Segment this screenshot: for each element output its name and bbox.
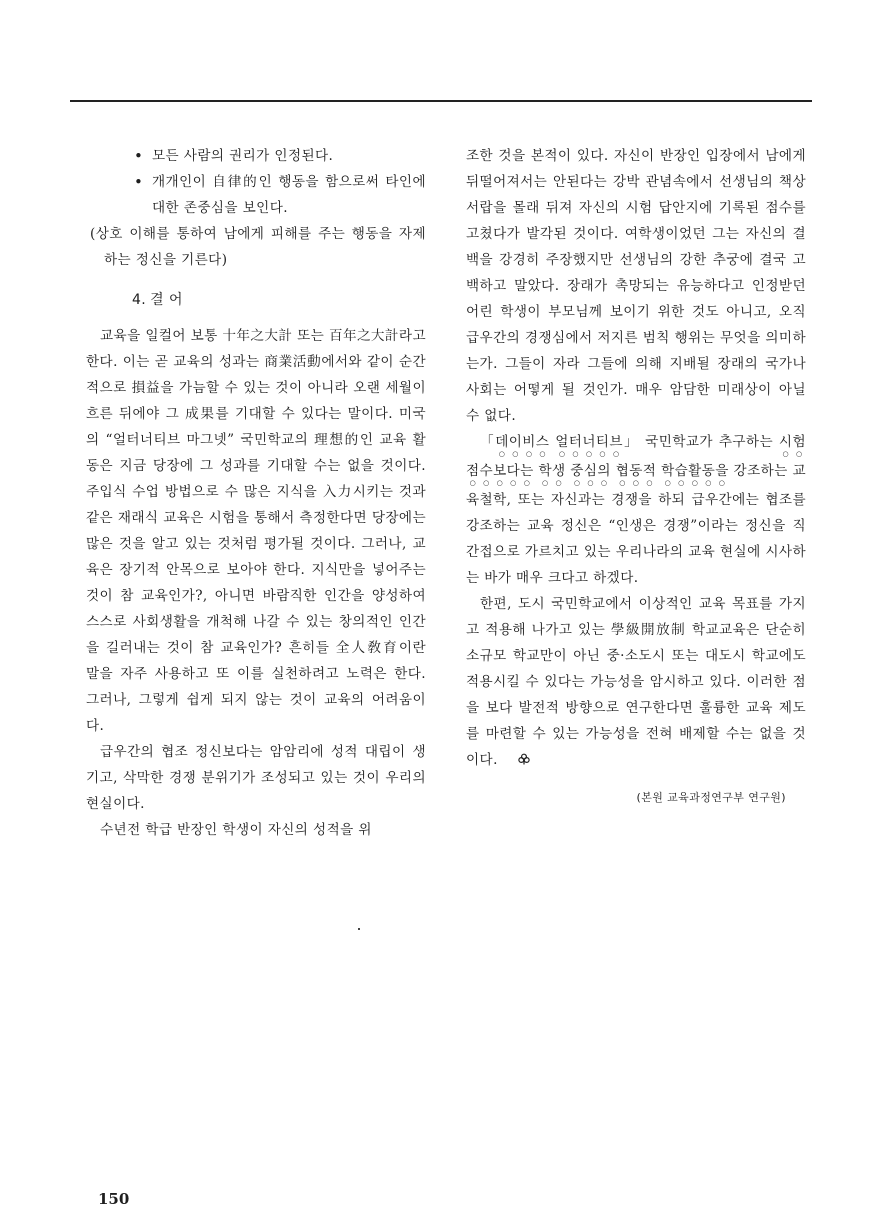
left-column [86, 143, 426, 843]
bullet-item: • 개개인이 自律的인 행동을 함으로써 타인에 대한 존중심을 보인다. [134, 169, 426, 221]
paragraph-text: 국민학교가 추구하는 [639, 434, 779, 450]
print-speck [358, 928, 360, 930]
school-name-emphasis: 데이비스 얼터너티브 [495, 434, 623, 450]
bullet-list [86, 143, 426, 221]
right-column [466, 143, 806, 811]
paragraph-text: 한편, 도시 국민학교에서 이상적인 교육 목표를 가지고 적용해 나가고 있는 學級開放制 학교교육은 단순히 소규모 학교만이 아닌 중·소도시 또는 대도시 학교에도 적용시킬 수 있다는 가능성을 암시하고 있다. 이러한 점을 보다 발전적 방향으로 연구한다면 훌륭한 교육 제도를 마련할 수 있는 가능성을 전혀 배제할 수는 없을 것이다. [466, 596, 806, 768]
section-number: 4. [132, 292, 147, 308]
body-paragraph [466, 429, 806, 591]
body-paragraph: 수년전 학급 반장인 학생이 자신의 성적을 위 [100, 822, 372, 838]
bullet-item: • 모든 사람의 권리가 인정된다. [134, 143, 426, 169]
close-quote: 」 [622, 434, 640, 450]
body-paragraph: 급우간의 협조 정신보다는 암암리에 성적 대립이 생기고, 삭막한 경쟁 분위기가 조성되고 있는 것이 우리의 현실이다. [86, 744, 426, 812]
body-paragraph [466, 591, 806, 773]
emphasized-phrase: 시험 점수보다는 학생 중심의 협동적 학습활동을 [466, 434, 806, 479]
header-rule [70, 100, 812, 102]
paragraph-text: 강조하는 교육철학, 또는 자신과는 경쟁을 하되 급우간에는 협조를 강조하는 교육 정신은 “인생은 경쟁”이라는 정신을 직간접으로 가르치고 있는 우리나라의 교육 현실에 시사하는 바가 매우 크다고 하겠다. [466, 463, 806, 586]
open-quote: 「 [480, 434, 496, 450]
section-heading [132, 287, 426, 313]
body-paragraph: 교육을 일컬어 보통 十年之大計 또는 百年之大計라고 한다. 이는 곧 교육의 성과는 商業活動에서와 같이 순간적으로 損益을 가늠할 수 있는 것이 아니라 오랜 세월이 흐른 뒤에야 그 成果를 기대할 수 있다는 말이다. 미국의 “얼터너티브 마그넷” 국민학교의 理想的인 교육 활동은 지금 당장에 그 성과를 기대할 수는 없을 것이다. 주입식 수업 방법으로 수 많은 지식을 入力시키는 것과 같은 재래식 교육은 시험을 통해서 측정한다면 당장에는 많은 것을 알고 있는 것처럼 평가될 것이다. 그러나, 교육은 장기적 안목으로 보아야 한다. 지식만을 넣어주는 것이 참 교육인가?, 아니면 바람직한 인간을 양성하여 스스로 사회생활을 개척해 나갈 수 있는 창의적인 인간을 길러내는 것이 참 교육인가? 흔히들 全人敎育이란 말을 자주 사용하고 또 이를 실천하려고 노력은 한다. 그러나, 그렇게 쉽게 되지 않는 것이 교육의 어려움이다. [86, 328, 426, 734]
body-paragraph: 조한 것을 본적이 있다. 자신이 반장인 입장에서 남에게 뒤떨어져서는 안된다는 강박 관념속에서 선생님의 책상 서랍을 몰래 뒤져 자신의 시험 답안지에 기록된 점수를 고쳤다가 발각된 것이다. 여학생이었던 그는 자신의 결백을 강경히 주장했지만 선생님의 강한 추궁에 결국 고백하고 말았다. 장래가 촉망되는 유능하다고 인정받던 어린 학생이 부모님께 보이기 위한 것도 아니고, 오직 급우간의 경쟁심에서 저지른 범칙 행위는 무엇을 의미하는가. 그들이 자라 그들에 의해 지배될 장래의 국가나 사회는 어떻게 될 것인가. 매우 암담한 미래상이 아닐 수 없다. [466, 148, 806, 424]
author-affiliation: (본원 교육과정연구부 연구원) [636, 791, 786, 804]
page-number: 150 [98, 1190, 130, 1208]
section-title: 결 어 [150, 292, 183, 308]
parenthetical-note: (상호 이해를 통하여 남에게 피해를 주는 행동을 자제하는 정신을 기른다) [90, 226, 426, 268]
club-icon [504, 748, 516, 760]
